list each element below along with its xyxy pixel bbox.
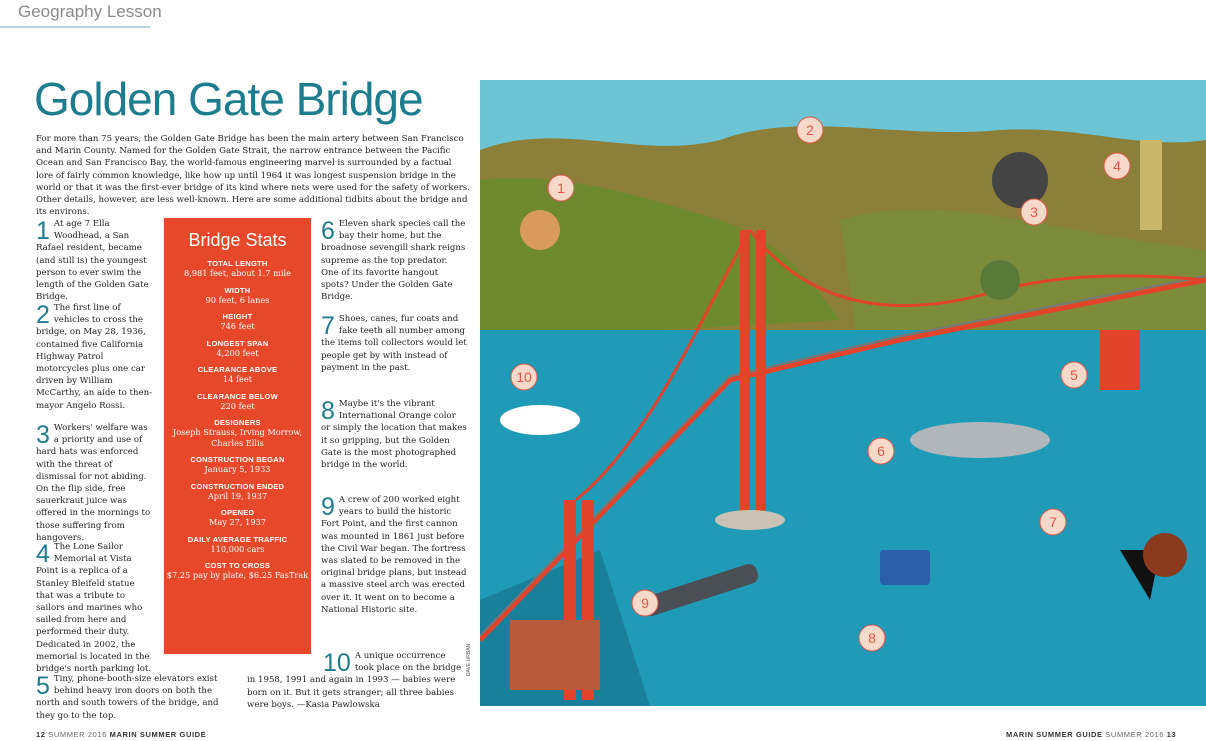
stat-value: April 19, 1937 [207, 490, 268, 501]
illustration-credit: DAVE URBAN [466, 643, 472, 676]
stat-item [164, 418, 311, 448]
stat-value: Joseph Strauss, Irving Morrow, Charles Ellis [172, 427, 303, 448]
page-title: Golden Gate Bridge [34, 73, 423, 125]
stat-value: 4,200 feet [216, 347, 259, 358]
stat-item [164, 259, 311, 279]
bridge-tower-mid-right [756, 230, 766, 520]
stat-value: 220 feet [220, 400, 255, 411]
marker-3: 3 [1030, 204, 1038, 220]
fact-4 [36, 541, 154, 675]
section-rule [0, 26, 150, 28]
fact-text: Maybe it's the vibrant International Orange color or simply the location that makes it so gripping, but the Golden Gate is the most photographed bridge in the world. [321, 399, 467, 471]
stat-label: HEIGHT [222, 312, 253, 321]
stat-value: 90 feet, 6 lanes [205, 294, 270, 305]
fact-number: 8 [321, 397, 335, 425]
fact-text: The first line of vehicles to cross the bridge, on May 28, 1936, contained five California Highway Patrol motorcycles plus one car driven by William McCarthy, an aide to then-mayor Angelo Rossi. [36, 303, 153, 411]
fact-text: Eleven shark species call the bay their home, but the broadnose sevengill shark reigns supreme as the top predator. One of its favorite hangout spots? Under the Golden Gate Bridge. [321, 219, 466, 303]
stat-item [164, 365, 311, 385]
marker-7: 7 [1049, 514, 1057, 530]
stat-item [164, 339, 311, 359]
fact-10 [247, 650, 467, 711]
lone-sailor-statue [1140, 140, 1162, 230]
footer-left [36, 730, 206, 739]
fact-2 [36, 302, 154, 412]
bridge-stats-box [164, 218, 311, 654]
fact-text: Tiny, phone-booth-size elevators exist behind heavy iron doors on both the north and south towers of the bridge, and they go to the top. [36, 674, 219, 721]
fact-1 [36, 218, 154, 303]
fact-number: 9 [321, 493, 335, 521]
season-right: SUMMER 2016 [1105, 730, 1165, 739]
stat-label: COST TO CROSS [204, 561, 271, 570]
stat-label: TOTAL LENGTH [207, 259, 268, 268]
elevator [1100, 330, 1140, 390]
page-number-right: 13 [1166, 730, 1177, 739]
stat-label: CONSTRUCTION BEGAN [190, 455, 285, 464]
stat-item [164, 286, 311, 306]
stat-value: 746 feet [220, 321, 255, 331]
stat-label: CLEARANCE BELOW [196, 391, 279, 401]
fact-number: 4 [36, 540, 50, 568]
fact-number: 6 [321, 217, 335, 245]
stat-label: CONSTRUCTION ENDED [190, 481, 285, 491]
publication-right: MARIN SUMMER GUIDE [1006, 730, 1103, 739]
motorcycle-icon [992, 152, 1048, 208]
tower-base [715, 510, 785, 530]
stat-item [164, 455, 311, 475]
marker-4: 4 [1113, 158, 1121, 174]
camera-icon [880, 550, 930, 585]
fact-3 [36, 422, 154, 544]
fact-5 [36, 673, 236, 722]
stat-value: 14 feet [222, 374, 253, 384]
shark-icon [910, 422, 1050, 458]
stat-value: $7.25 pay by plate, $6.25 FasTrak [166, 570, 309, 580]
fact-number: 10 [323, 649, 351, 677]
stork-icon [500, 405, 580, 435]
fact-7 [321, 313, 467, 374]
marker-5: 5 [1070, 367, 1078, 383]
stat-label: DESIGNERS [214, 418, 261, 427]
fact-6 [321, 218, 467, 303]
publication-left: MARIN SUMMER GUIDE [109, 730, 207, 739]
stat-label: WIDTH [224, 285, 251, 295]
marker-1: 1 [557, 180, 565, 196]
stat-label: CLEARANCE ABOVE [197, 365, 278, 374]
page-number-left: 12 [36, 730, 46, 739]
fact-number: 1 [36, 217, 50, 245]
stat-item [164, 535, 311, 555]
stat-value: January 5, 1933 [204, 464, 271, 474]
stat-item [164, 392, 311, 412]
fact-text: At age 7 Ella Woodhead, a San Rafael resident, became (and still is) the youngest person to ever swim the length of the Golden Gate Bridge. [36, 219, 149, 303]
marker-8: 8 [868, 630, 876, 646]
marker-6: 6 [877, 443, 885, 459]
stat-label: LONGEST SPAN [206, 338, 269, 348]
fact-number: 3 [36, 421, 50, 449]
stat-value: 110,000 cars [210, 543, 265, 554]
stat-item [164, 508, 311, 528]
stat-item [164, 312, 311, 332]
fact-text: A crew of 200 worked eight years to build the historic Fort Point, and the first cannon was mounted in 1861 just before the Civil War began. The fortress was slated to be removed in the original bridge plans, but instead a massive steel arch was erected over it. It went on to become a National Historic site. [321, 495, 467, 615]
fact-text: Workers' welfare was a priority and use of hard hats was enforced with the threat of dismissal for not abiding. On the flip side, free sauerkraut juice was offered in the mornings to those suffering from hangovers. [36, 423, 151, 543]
fact-number: 7 [321, 312, 335, 340]
fact-8 [321, 398, 467, 471]
worker-icon [980, 260, 1020, 300]
stat-item [164, 482, 311, 502]
bridge-illustration [480, 80, 1206, 706]
footer-right [1006, 730, 1176, 739]
stat-label: OPENED [220, 508, 255, 517]
fact-number: 2 [36, 301, 50, 329]
marker-2: 2 [806, 122, 814, 138]
section-label: Geography Lesson [18, 2, 162, 21]
marker-10: 10 [516, 369, 532, 385]
bridge-tower-mid [740, 230, 750, 520]
stats-title: Bridge Stats [188, 230, 287, 250]
fact-number: 5 [36, 672, 50, 700]
marker-9: 9 [641, 595, 649, 611]
stat-item [164, 561, 311, 581]
intro-paragraph: For more than 75 years, the Golden Gate Bridge has been the main artery between San Francisco and Marin County. Named for the Golden Gate Strait, the narrow entrance between the Pacific Ocean and San Francisco Bay, the world-famous engineering marvel is surrounded by a factual lore of fairly common knowledge, like how up until 1964 it was longest suspension bridge in the world or that it was the first-ever bridge of its kind where nets were used for the safety of workers. Other details, however, are less well-known. Here are some additional tidbits about the bridge and its environs. [36, 134, 470, 218]
fact-text: The Lone Sailor Memorial at Vista Point is a replica of a Stanley Bleifeld statue that was a tribute to sailors and marines who sailed from here and performed their duty. Dedicated in 2002, the memorial is located in the bridge's north parking lot. [36, 542, 152, 675]
swimmer-icon [520, 210, 560, 250]
stat-value: May 27, 1937 [209, 517, 266, 527]
fort-point [510, 620, 600, 690]
fact-text: Shoes, canes, fur coats and fake teeth all number among the items toll collectors would let people get by with instead of payment in the past. [321, 314, 467, 373]
fact-text: A unique occurrence took place on the bridge in 1958, 1991 and again in 1993 — babies were born on it. But it gets stranger; all three babies were boys. —Kasia Pawlowska [247, 651, 462, 710]
fact-9 [321, 494, 467, 616]
stat-value: 8,981 feet, about 1.7 mile [184, 268, 291, 278]
fur-coat-icon [1143, 533, 1187, 577]
season-left: SUMMER 2016 [48, 730, 107, 739]
stat-label: DAILY AVERAGE TRAFFIC [187, 534, 288, 544]
illustration-svg [480, 80, 1206, 706]
